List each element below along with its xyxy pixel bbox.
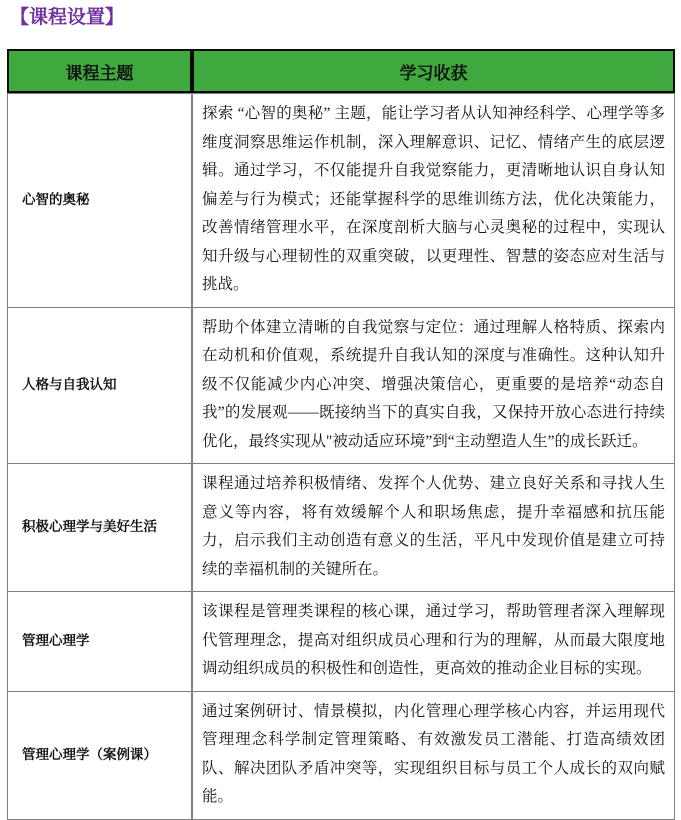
cell-topic: 管理心理学 bbox=[7, 592, 192, 692]
table-body bbox=[7, 93, 675, 820]
table-row bbox=[7, 93, 675, 308]
cell-topic: 人格与自我认知 bbox=[7, 308, 192, 465]
cell-topic: 积极心理学与美好生活 bbox=[7, 464, 192, 592]
cell-gain: 通过案例研讨、情景模拟，内化管理心理学核心内容，并运用现代管理理念科学制定管理策略、有效激发员工潜能、打造高绩效团队、解决团队矛盾冲突等，实现组织目标与员工个人成长的双向赋能。 bbox=[192, 692, 675, 820]
cell-gain: 探索 “心智的奥秘” 主题，能让学习者从认知神经科学、心理学等多维度洞察思维运作机制，深入理解意识、记忆、情绪产生的底层逻辑。通过学习，不仅能提升自我觉察能力，更清晰地认识自身认知偏差与行为模式；还能掌握科学的思维训练方法，优化决策能力，改善情绪管理水平，在深度剖析大脑与心灵奥秘的过程中，实现认知升级与心理韧性的双重突破，以更理性、智慧的姿态应对生活与挑战。 bbox=[192, 93, 675, 308]
table-header bbox=[7, 49, 675, 93]
table-row bbox=[7, 692, 675, 820]
page-title: 【课程设置】 bbox=[10, 7, 125, 28]
table-row bbox=[7, 592, 675, 692]
table-row bbox=[7, 464, 675, 592]
table-header-row bbox=[7, 49, 675, 93]
column-header-topic: 课程主题 bbox=[7, 49, 192, 93]
course-settings-table bbox=[7, 49, 675, 820]
course-table-container bbox=[7, 49, 675, 820]
cell-gain: 帮助个体建立清晰的自我觉察与定位：通过理解人格特质、探索内在动机和价值观，系统提升自我认知的深度与准确性。这种认知升级不仅能减少内心冲突、增强决策信心，更重要的是培养“动态自我”的发展观——既接纳当下的真实自我，又保持开放心态进行持续优化，最终实现从"被动适应环境”到“主动塑造人生”的成长跃迁。 bbox=[192, 308, 675, 465]
column-header-gain: 学习收获 bbox=[192, 49, 675, 93]
table-row bbox=[7, 308, 675, 465]
cell-topic: 心智的奥秘 bbox=[7, 93, 192, 308]
cell-topic: 管理心理学（案例课） bbox=[7, 692, 192, 820]
cell-gain: 该课程是管理类课程的核心课，通过学习，帮助管理者深入理解现代管理理念，提高对组织成员心理和行为的理解，从而最大限度地调动组织成员的积极性和创造性，更高效的推动企业目标的实现。 bbox=[192, 592, 675, 692]
cell-gain: 课程通过培养积极情绪、发挥个人优势、建立良好关系和寻找人生意义等内容，将有效缓解个人和职场焦虑，提升幸福感和抗压能力，启示我们主动创造有意义的生活，平凡中发现价值是建立可持续的幸福机制的关键所在。 bbox=[192, 464, 675, 592]
